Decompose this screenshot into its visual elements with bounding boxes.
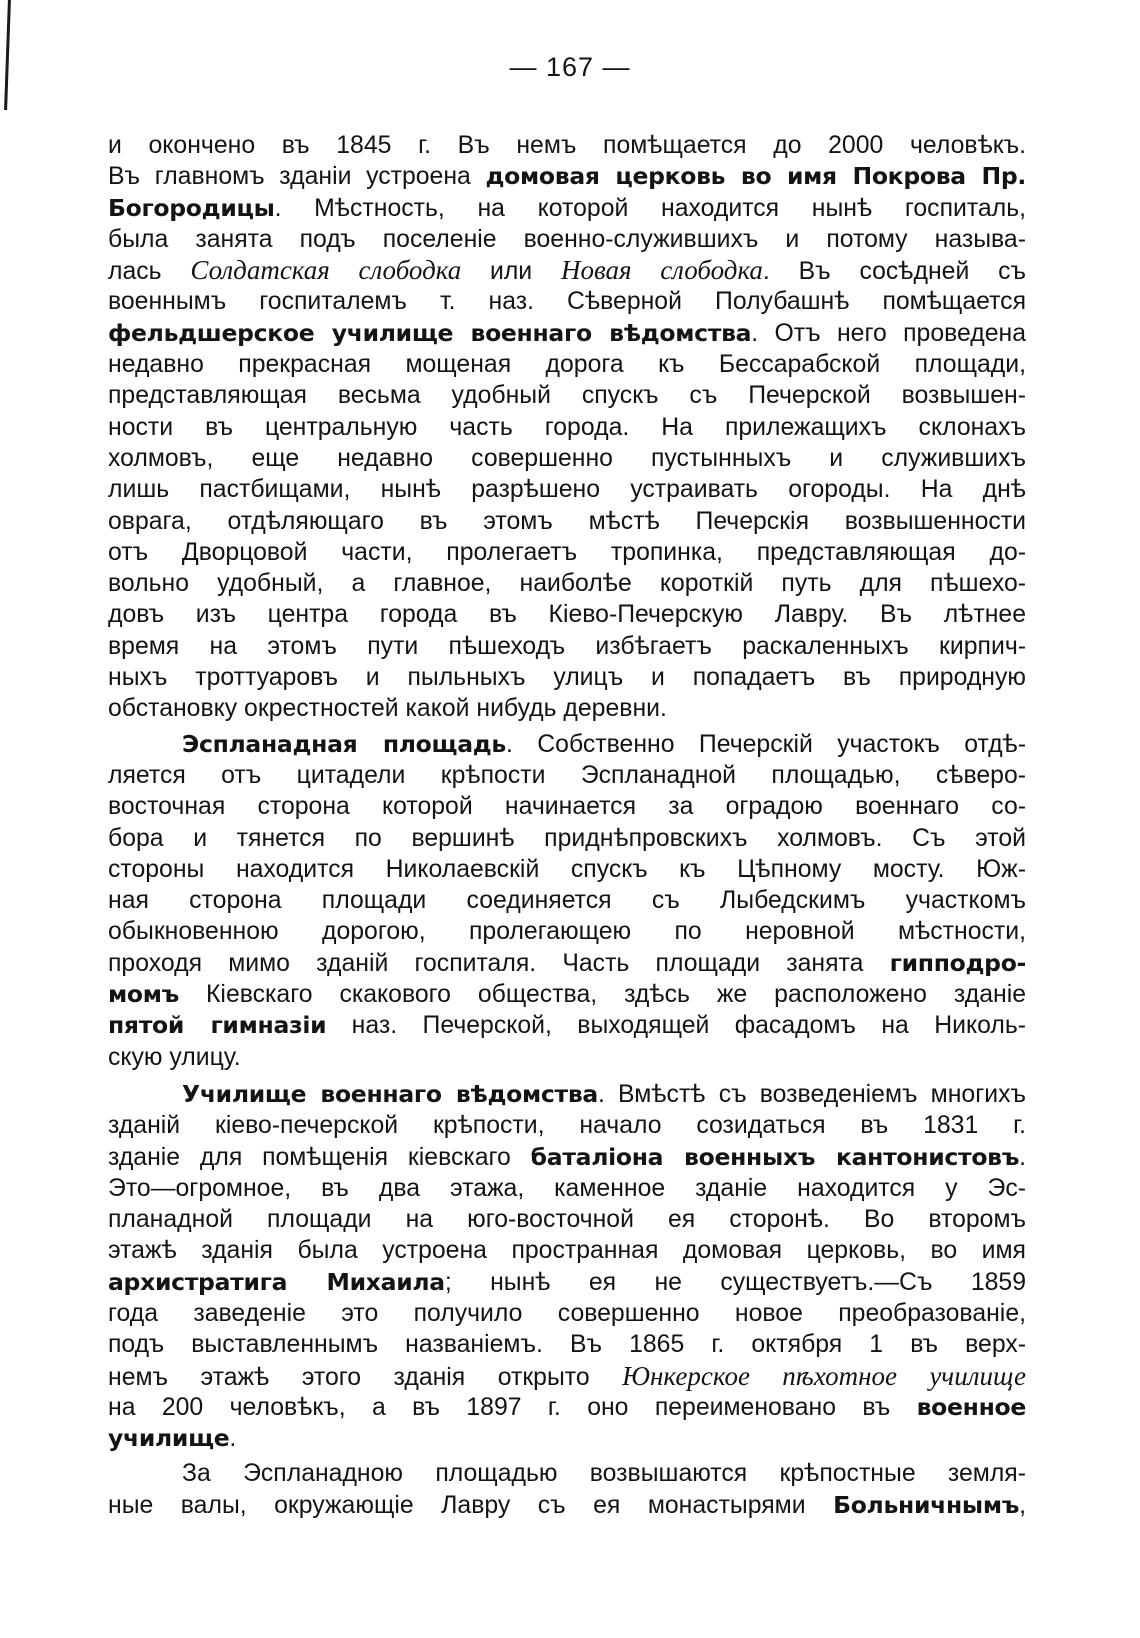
text-line [108,286,1026,317]
bold-term: пятой гимназіи [108,1011,327,1040]
text-run: вольно удобный, а главное, наиболѣе короткій путь для пѣшехо- [108,570,1026,598]
text-run: лась [108,258,191,286]
text-run: Это—огромное, въ два этажа, каменное зданіе находится у Эс- [108,1174,1026,1202]
text-line [108,1173,1026,1204]
text-run: отъ Дворцовой части, пролегаетъ тропинка, представляющая до- [108,538,1026,566]
bold-term: Больничнымъ [833,1490,1020,1519]
paragraph-military-school [108,1079,1026,1455]
text-run: скую улицу. [108,1043,241,1071]
text-line [108,823,1026,854]
text-run: Кіевскаго скакового общества, здѣсь же расположено зданіе [179,981,1026,1009]
text-line [108,380,1026,411]
text-line [108,854,1026,885]
text-line [108,729,1026,760]
text-line [108,130,1026,161]
text-line [108,1458,1026,1489]
text-line [108,1490,1026,1521]
paragraph-intro [108,130,1026,725]
text-line [108,631,1026,662]
page-body-text [108,130,1026,1521]
text-run: восточная сторона которой начинается за оградою военнаго со- [108,793,1026,821]
text-line [108,760,1026,791]
text-line [108,537,1026,568]
italic-term: Солдатская слободка [190,255,462,286]
text-line [108,255,1026,286]
text-run: была занята подъ поселеніе военно-служившихъ и потому называ- [108,225,1026,253]
text-run: . Вмѣстѣ съ возведеніемъ многихъ [597,1080,1026,1108]
text-run: этажѣ зданія была устроена пространная домовая церковь, во имя [108,1237,1026,1265]
bold-term: фельдшерское училище военнаго вѣдомства [108,318,752,347]
bold-term: Училище военнаго вѣдомства [182,1079,598,1108]
bold-term: военное [916,1392,1026,1421]
text-run: ляется отъ цитадели крѣпости Эспланадной площадью, сѣверо- [108,761,1026,789]
text-run: ; нынѣ ея не существуетъ.—Съ 1859 [444,1268,1026,1296]
text-run: . Отъ него проведена [751,319,1026,347]
text-line [108,1329,1026,1360]
text-line [108,1267,1026,1298]
bold-term: архистратига Михаила [108,1267,445,1296]
text-line [108,193,1026,224]
text-run: . [1019,1143,1026,1171]
text-run: ности въ центральную часть города. На прилежащихъ склонахъ [108,413,1026,441]
text-line [108,1235,1026,1266]
text-line [108,693,1026,724]
bold-term: гипподро- [889,948,1026,977]
text-run: Въ главномъ зданіи устроена [108,163,486,191]
text-run: обыкновенною дорогою, пролегающею по неровной мѣстности, [108,918,1026,946]
text-run: довъ изъ центра города въ Кіево-Печерскую Лавру. Въ лѣтнее [108,601,1026,629]
bold-term: Богородицы [108,193,275,222]
text-run: на 200 человѣкъ, а въ 1897 г. оно переименовано въ [108,1393,917,1421]
text-run: проходя мимо зданій госпиталя. Часть площади занята [108,949,890,977]
text-line [108,1204,1026,1235]
text-run: представляющая весьма удобный спускъ съ Печерской возвышен- [108,382,1026,410]
text-line [108,161,1026,192]
text-line [108,443,1026,474]
text-run: . [229,1425,237,1453]
text-line [108,1298,1026,1329]
text-line [108,662,1026,693]
text-run: ные валы, окружающіе Лавру съ ея монастырями [108,1491,834,1519]
text-line [108,506,1026,537]
page-number: — 167 — [509,52,631,82]
text-run: холмовъ, еще недавно совершенно пустынныхъ и служившихъ [108,444,1026,472]
text-line [108,1010,1026,1041]
text-line [108,1361,1026,1392]
text-run: года заведеніе это получило совершенно новое преобразованіе, [108,1299,1026,1327]
text-line [108,412,1026,443]
text-line [108,1079,1026,1110]
text-run: стороны находится Николаевскій спускъ къ Цѣпному мосту. Юж- [108,855,1026,883]
text-run: , [1019,1491,1026,1519]
text-run: оврага, отдѣляющаго въ этомъ мѣстѣ Печерскія возвышенности [108,507,1026,535]
text-line [108,979,1026,1010]
text-run: За Эспланадною площадью возвышаются крѣпостные земля- [182,1460,1026,1488]
text-line [108,349,1026,380]
text-run: . Въ сосѣдней съ [762,258,1026,286]
text-run: недавно прекрасная мощеная дорога къ Бессарабской площади, [108,351,1026,379]
text-line [108,599,1026,630]
text-run: планадной площади на юго-восточной ея сторонѣ. Во второмъ [108,1206,1026,1234]
text-line [108,916,1026,947]
text-line [108,791,1026,822]
paragraph-ramparts [108,1458,1026,1521]
text-run: немъ этажѣ этого зданія открыто [108,1363,623,1391]
bold-term: момъ [108,980,180,1009]
text-run: . Собственно Печерскій участокъ отдѣ- [506,730,1026,758]
text-run: подъ выставленнымъ названіемъ. Въ 1865 г. октября 1 въ верх- [108,1331,1026,1359]
text-run: зданіе для помѣщенія кіевскаго [108,1143,531,1171]
text-line [108,1110,1026,1141]
text-run: время на этомъ пути пѣшеходъ избѣгаетъ раскаленныхъ кирпич- [108,632,1026,660]
text-run: наз. Печерской, выходящей фасадомъ на Николь- [326,1012,1026,1040]
bold-term: Эспланадная площадь [182,729,506,758]
text-line [108,1392,1026,1423]
italic-term: Юнкерское пѣхотное училище [622,1360,1026,1391]
text-line [108,948,1026,979]
bold-term: домовая церковь во имя Покрова Пр. [485,162,1026,191]
text-line [108,885,1026,916]
text-run: военнымъ госпиталемъ т. наз. Сѣверной Полубашнѣ помѣщается [108,288,1026,316]
text-line [108,568,1026,599]
text-run: обстановку окрестностей какой нибудь деревни. [108,695,667,723]
text-run: ная сторона площади соединяется съ Лыбедскимъ участкомъ [108,887,1026,915]
text-line [108,318,1026,349]
text-line [108,1423,1026,1454]
paragraph-esplanade [108,729,1026,1073]
text-run: ныхъ троттуаровъ и пыльныхъ улицъ и попадаетъ въ природную [108,664,1026,692]
text-run: бора и тянется по вершинѣ приднѣпровскихъ холмовъ. Съ этой [108,824,1026,852]
text-run: лишь пастбищами, нынѣ разрѣшено устраивать огороды. На днѣ [108,476,1026,504]
italic-term: Новая слободка [560,255,763,286]
text-line [108,1142,1026,1173]
text-run: . Мѣстность, на которой находится нынѣ госпиталь, [274,194,1026,222]
text-line [108,1042,1026,1073]
text-run: или [461,258,561,286]
bold-term: училище [108,1424,230,1453]
text-line [108,224,1026,255]
text-line [108,474,1026,505]
text-run: зданій кіево-печерской крѣпости, начало созидаться въ 1831 г. [108,1112,1026,1140]
bold-term: баталіона военныхъ кантонистовъ [530,1142,1020,1171]
text-run: и окончено въ 1845 г. Въ немъ помѣщается до 2000 человѣкъ. [108,132,1026,159]
